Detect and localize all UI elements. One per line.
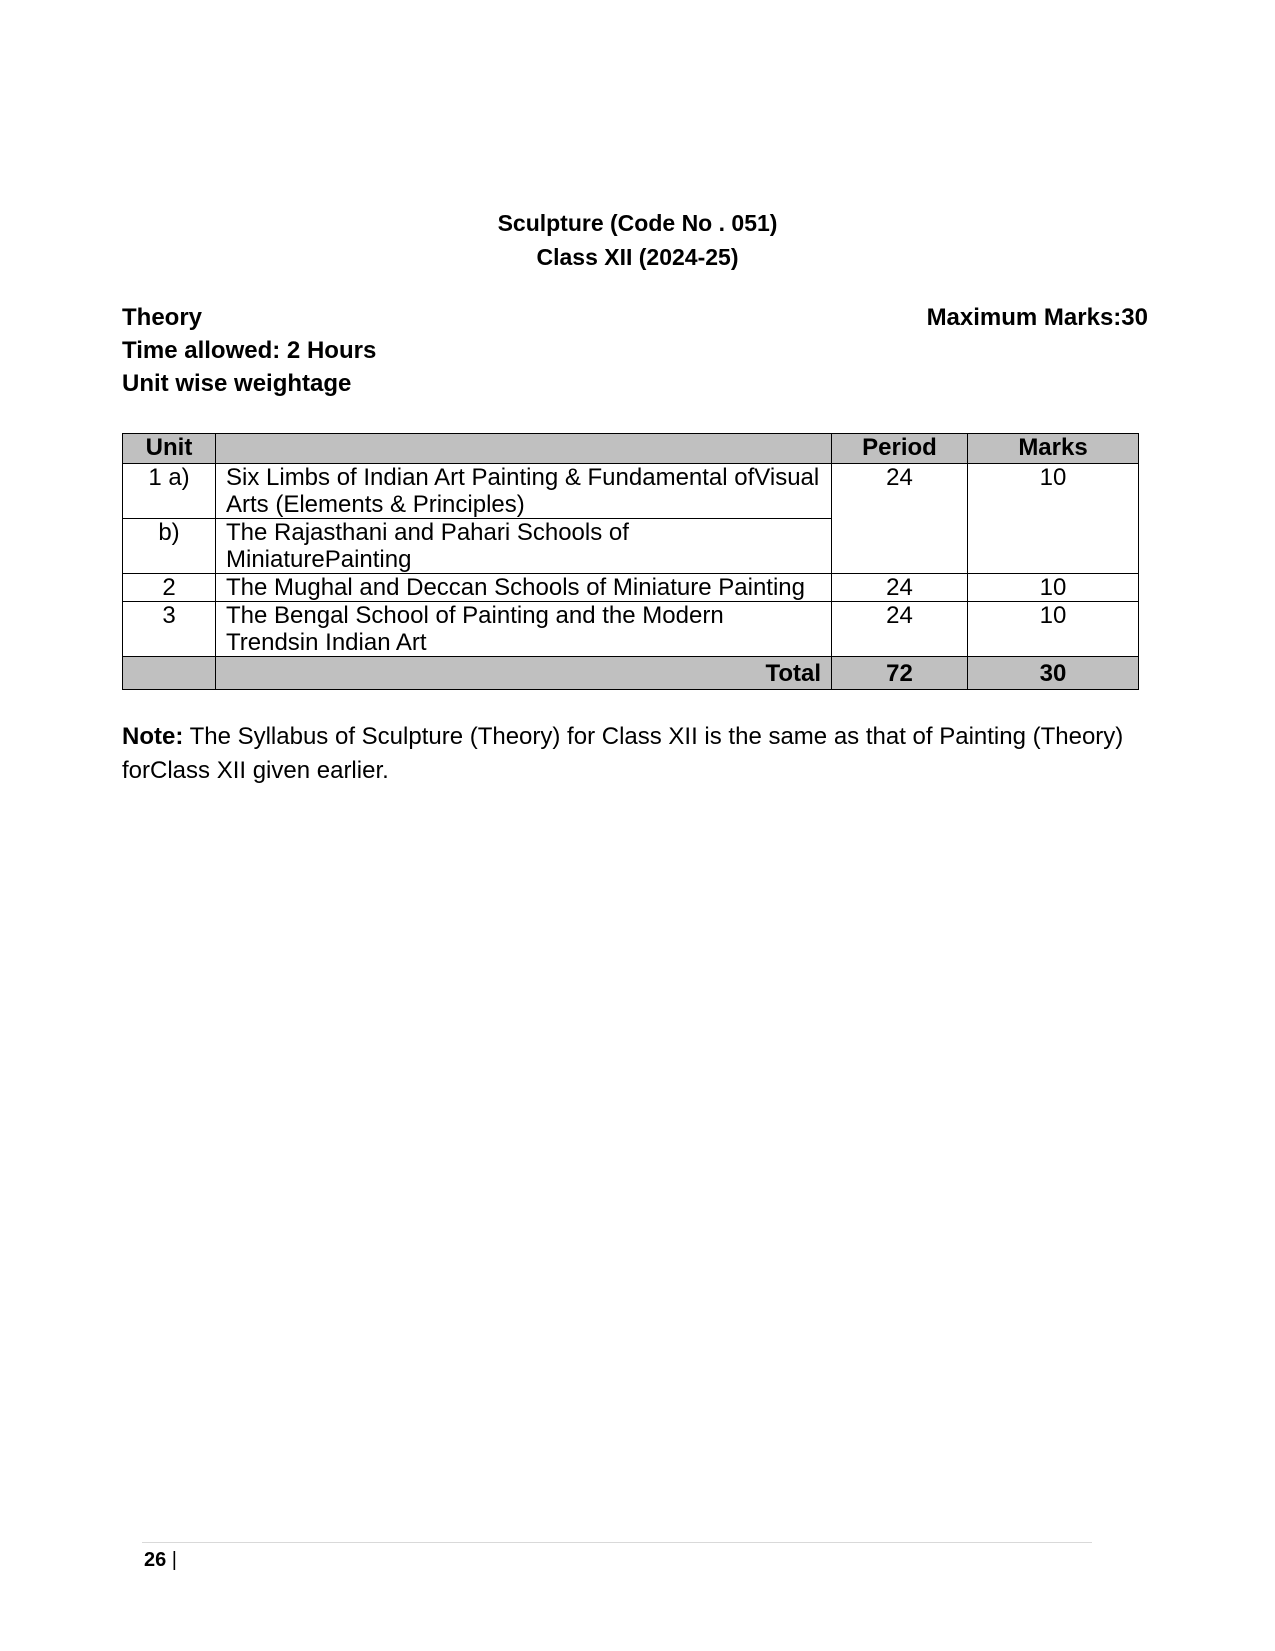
note-text: The Syllabus of Sculpture (Theory) for Class XII is the same as that of Painting (Theory) forClass XII given earlier. bbox=[122, 723, 1124, 784]
page-footer bbox=[144, 1548, 177, 1572]
document-subtitle: Class XII (2024-25) bbox=[536, 244, 739, 270]
row-unit: 1 a) bbox=[123, 464, 216, 519]
total-label: Total bbox=[216, 657, 832, 690]
exam-info bbox=[122, 301, 376, 400]
footer-divider bbox=[142, 1542, 1092, 1543]
page-number: 26 bbox=[144, 1549, 167, 1571]
row-period: 24 bbox=[832, 602, 968, 657]
weightage-table bbox=[122, 433, 1139, 690]
row-description: The Rajasthani and Pahari Schools of MiniaturePainting bbox=[216, 519, 832, 574]
row-unit: 3 bbox=[123, 602, 216, 657]
table-row bbox=[123, 574, 1139, 602]
total-empty-cell bbox=[123, 657, 216, 690]
table-row bbox=[123, 602, 1139, 657]
table-header-row bbox=[123, 434, 1139, 464]
row-marks: 10 bbox=[968, 574, 1139, 602]
page-number-separator: | bbox=[166, 1549, 178, 1571]
note-label: Note: bbox=[122, 723, 184, 750]
note-paragraph bbox=[122, 720, 1167, 788]
theory-label: Theory bbox=[122, 304, 203, 331]
row-period: 24 bbox=[832, 464, 968, 574]
total-period: 72 bbox=[832, 657, 968, 690]
row-marks: 10 bbox=[968, 602, 1139, 657]
total-marks: 30 bbox=[968, 657, 1139, 690]
row-unit: 2 bbox=[123, 574, 216, 602]
row-period: 24 bbox=[832, 574, 968, 602]
unit-wise-label: Unit wise weightage bbox=[122, 370, 352, 397]
document-title: Sculpture (Code No . 051) bbox=[497, 210, 778, 236]
row-description: The Mughal and Deccan Schools of Miniature Painting bbox=[216, 574, 832, 602]
header-marks: Marks bbox=[968, 434, 1139, 464]
header-unit: Unit bbox=[123, 434, 216, 464]
time-allowed: Time allowed: 2 Hours bbox=[122, 337, 377, 364]
document-header bbox=[0, 206, 1275, 274]
table-row bbox=[123, 464, 1139, 519]
row-unit: b) bbox=[123, 519, 216, 574]
header-description bbox=[216, 434, 832, 464]
header-period: Period bbox=[832, 434, 968, 464]
maximum-marks: Maximum Marks:30 bbox=[926, 304, 1148, 331]
row-description: The Bengal School of Painting and the Modern Trendsin Indian Art bbox=[216, 602, 832, 657]
row-marks: 10 bbox=[968, 464, 1139, 574]
row-description: Six Limbs of Indian Art Painting & Fundamental ofVisual Arts (Elements & Principles) bbox=[216, 464, 832, 519]
total-row bbox=[123, 657, 1139, 690]
